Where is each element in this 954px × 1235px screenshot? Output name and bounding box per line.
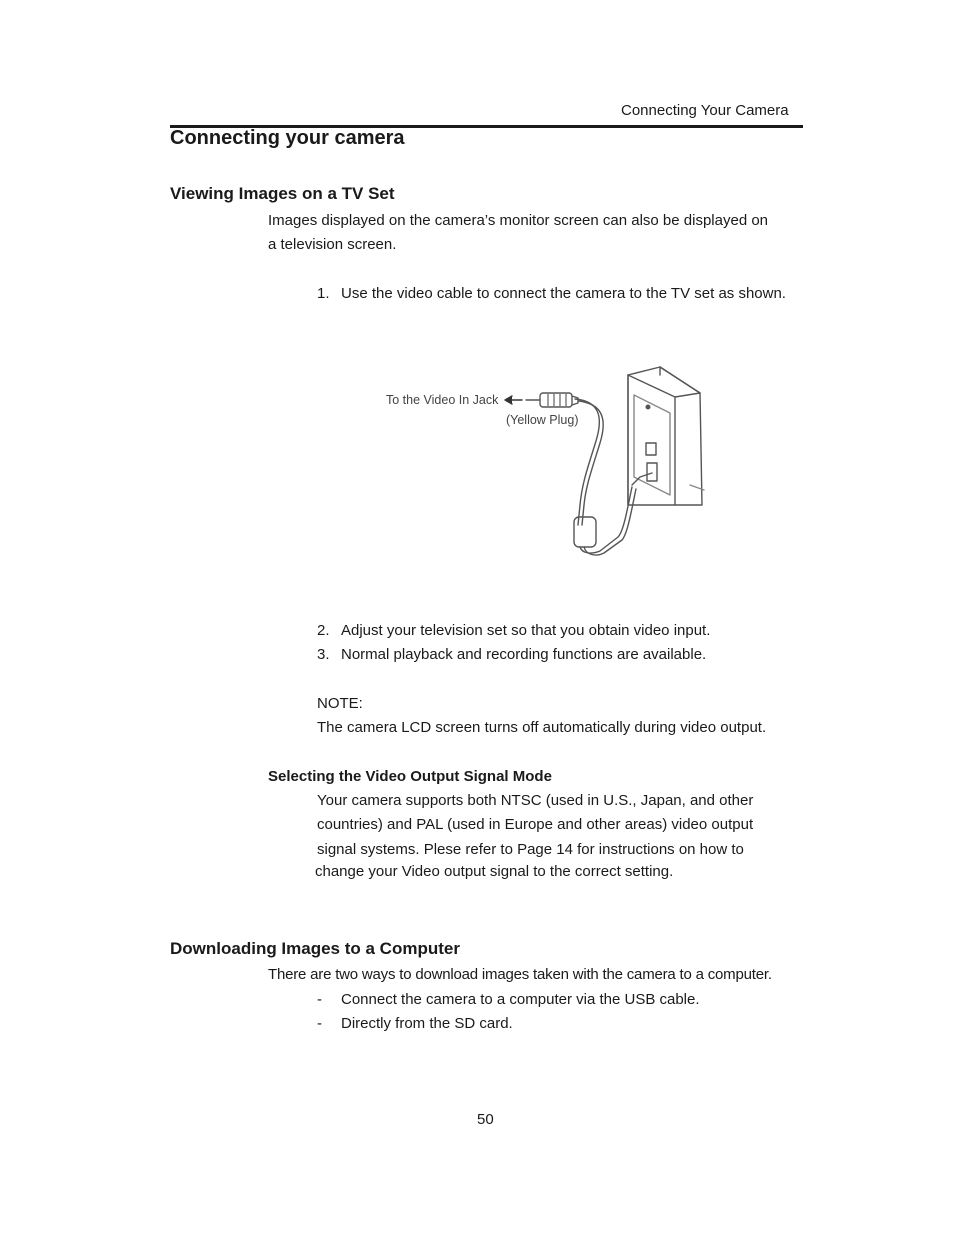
figure-label-jack: To the Video In Jack	[386, 393, 499, 407]
section-heading-tv: Viewing Images on a TV Set	[170, 184, 395, 203]
tv-intro-line-2: a television screen.	[268, 236, 397, 253]
note-text: The camera LCD screen turns off automatically during video output.	[317, 719, 767, 736]
page-title: Connecting your camera	[170, 127, 405, 149]
tv-intro-line-1: Images displayed on the camera’s monitor screen can also be displayed on	[268, 212, 769, 229]
bullet-text: Connect the camera to a computer via the USB cable.	[341, 991, 700, 1008]
subsection-heading-signal: Selecting the Video Output Signal Mode	[268, 768, 552, 785]
bullet-text: Directly from the SD card.	[341, 1015, 513, 1032]
page-number: 50	[477, 1111, 494, 1128]
step-number: 3.	[317, 646, 330, 663]
step-text: Adjust your television set so that you obtain video input.	[341, 622, 711, 639]
section-heading-download: Downloading Images to a Computer	[170, 939, 460, 958]
running-header: Connecting Your Camera	[621, 102, 789, 119]
tv-connection-figure	[370, 355, 720, 570]
bullet-mark: -	[317, 991, 322, 1008]
note-label: NOTE:	[317, 695, 363, 712]
signal-text-line: countries) and PAL (used in Europe and other areas) video output	[317, 816, 754, 833]
step-number: 1.	[317, 285, 330, 302]
step-number: 2.	[317, 622, 330, 639]
signal-text-line: signal systems. Plese refer to Page 14 for instructions on how to	[317, 841, 744, 858]
signal-text-line: Your camera supports both NTSC (used in U.S., Japan, and other	[317, 792, 754, 809]
step-text: Normal playback and recording functions are available.	[341, 646, 707, 663]
bullet-mark: -	[317, 1015, 322, 1032]
figure-label-plug: (Yellow Plug)	[506, 413, 579, 427]
step-text: Use the video cable to connect the camera to the TV set as shown.	[341, 285, 786, 302]
download-intro: There are two ways to download images taken with the camera to a computer.	[268, 966, 772, 983]
signal-text-line: change your Video output signal to the correct setting.	[315, 863, 674, 880]
